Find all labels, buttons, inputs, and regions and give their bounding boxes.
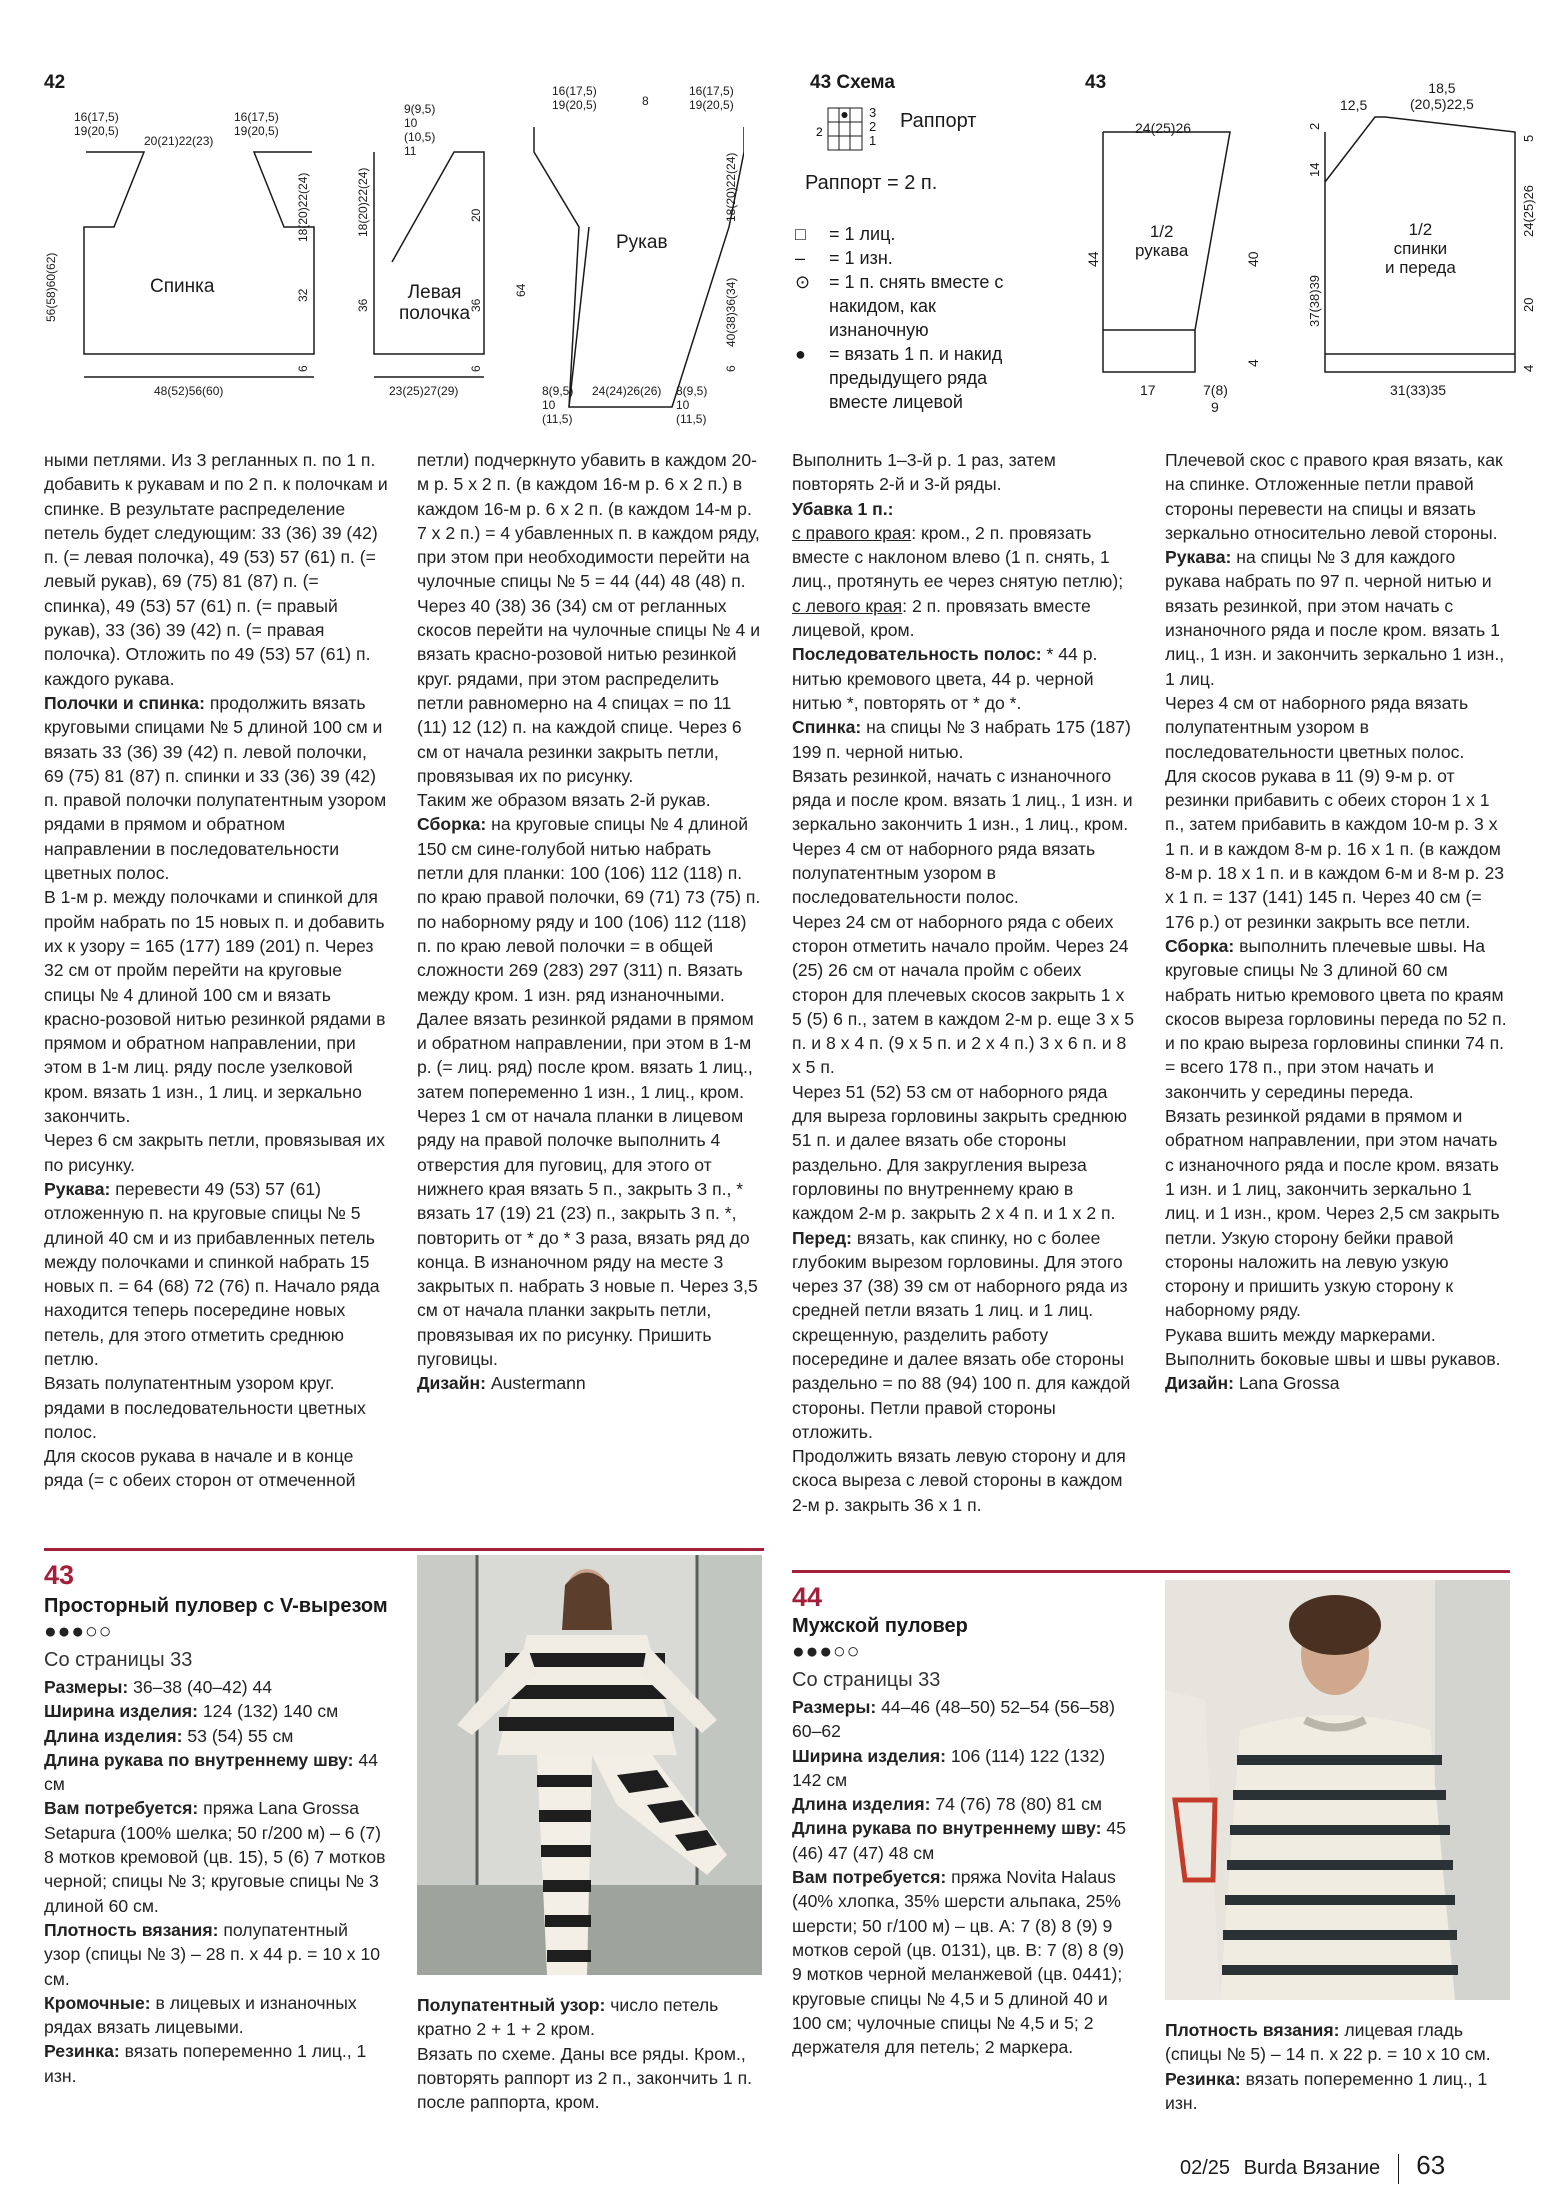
scheme-43-title: 43 Схема [810, 72, 895, 93]
paragraph: Плечевой скос с правого края вязать, как на спинке. Отложенные петли правой стороны перевести на спицы и вязать зеркально относительно левой стороны. [1165, 450, 1503, 543]
front-dim-bottom: 23(25)27(29) [389, 384, 459, 398]
paragraph: ными петлями. Из 3 регланных п. по 1 п. добавить к рукавам и по 2 п. к полочкам и спинке. В результате распределение петель будет следующим: 33 (36) 39 (42) п. (= левая полочка), 49 (53) 57 (61) п. (= левый рукав), 69 (75) 81 (87) п. (= спинка), 49 (53) 57 (61) п. (= правый рукав), 33 (36) 39 (42) п. (= правая полочка). Отложить по 49 (53) 57 (61) п. каждого рукава. [44, 450, 388, 689]
spec-row: Плотность вязания: лицевая гладь (спицы № 5) – 14 п. х 22 р. = 10 х 10 см. [1165, 2020, 1491, 2065]
spec-row: Длина изделия: 74 (76) 78 (80) 81 см [792, 1794, 1102, 1815]
model-43-title: Просторный пуловер с V-вырезом [44, 1595, 388, 1617]
model-43-from-page: Со страницы 33 [44, 1649, 193, 1671]
d43-sleeve-dim-bottom: 17 [1140, 382, 1156, 398]
d43-body-dim-left-bot: 37(38)39 [1307, 274, 1322, 327]
paragraph: Сборка: выполнить плечевые швы. На круговые спицы № 3 длиной 60 см набрать нитью кремового цвета по краям скосов выреза горловины переда по 52 п. и по краю выреза горловины спинки 74 п. = всего 178 п., при этом начать и закончить у середины переда. [1165, 935, 1507, 1102]
spec-row: Вам потребуется: пряжа Lana Grossa Setapura (100% шелка; 50 г/200 м) – 6 (7) 8 мотков кремовой (цв. 15), 5 (6) 7 мотков черной; спицы № 3; круговые спицы № 3 длиной 60 см. [44, 1798, 386, 1916]
paragraph: В 1-м р. между полочками и спинкой для пройм набрать по 15 новых п. и добавить их к узору = 165 (177) 189 (201) п. Через 32 см от пройм перейти на круговые спицы № 4 длиной 100 см и вязать красно-розовой нитью резинкой рядами в прямом и обратном направлении, при этом в 1-м лиц. ряду после узелковой кром. вязать 1 изн., 1 лиц. и зеркально закончить. [44, 887, 386, 1127]
sleeve-dims-bottom-left: 8(9,5) 10 (11,5) [542, 384, 574, 426]
text-column-3 [792, 448, 1137, 1517]
front-dim-right-mid: 36 [469, 298, 483, 312]
d43-sleeve-dim-top: 24(25)26 [1135, 120, 1192, 136]
paragraph: с левого края: 2 п. провязать вместе лицевой, кром. [792, 595, 1091, 641]
scheme-row-numbers: 3 2 1 [869, 105, 877, 148]
d43-sleeve-dim-right: 40 [1245, 251, 1261, 267]
paragraph: Рукава вшить между маркерами. Выполнить боковые швы и швы рукавов. [1165, 1324, 1501, 1369]
spec-row: Кромочные: в лицевых и изнаночных рядах вязать лицевыми. [44, 1992, 357, 2038]
paragraph: Вязать по схеме. Даны все ряды. Кром., повторять раппорт из 2 п., закончить 1 п. после раппорта, кром. [417, 2043, 752, 2113]
paragraph: Перед: вязать, как спинку, но с более глубоким вырезом горловины. Для этого через 37 (38) 39 см от наборного ряда из средней петли вязать 1 лиц. и 1 лиц. скрещенную, разделить работу посередине и далее вязать обе стороны раздельно = по 88 (94) 100 п. для каждой стороны. Петли правой стороны отложить. [792, 1227, 1131, 1442]
d43-body-dim-top-left: 12,5 [1340, 97, 1368, 113]
model-44-number: 44 [792, 1582, 823, 1612]
paragraph: Через 40 (38) 36 (34) см от регланных скосов перейти на чулочные спицы № 4 и вязать красно-розовой нитью резинкой круг. рядами, при этом распределить петли равномерно на 4 спицах = по 11 (11) 12 (12) п. на каждой спице. Через 6 см от начала резинки закрыть петли, провязывая их по рисунку. [417, 595, 761, 786]
front-dim-left-top: 18(20)22(24) [356, 167, 370, 237]
d43-body-dim-top: 18,5 (20,5)22,5 [1410, 80, 1474, 112]
paragraph: Дизайн: Lana Grossa [1165, 1373, 1340, 1394]
sleeve-dim-right-bot: 6 [724, 365, 738, 372]
spec-row: Плотность вязания: полупатентный узор (спицы № 3) – 28 п. х 44 р. = 10 х 10 см. [44, 1919, 381, 1989]
paragraph: Вязать резинкой, начать с изнаночного ряда и после кром. вязать 1 лиц., 1 изн. и зеркально закончить 1 изн., 1 лиц., кром. Через 4 см от наборного ряда вязать полупатентным узором в последовательности полос. [792, 765, 1133, 908]
back-dim-right-top: 18(20)22(24) [296, 172, 310, 242]
back-dim-top-left: 16(17,5) 19(20,5) [74, 110, 119, 138]
sleeve-dim-top-right: 16(17,5) 19(20,5) [689, 84, 734, 112]
back-dim-top-right: 16(17,5) 19(20,5) [234, 110, 279, 138]
diagram-43-label: 43 [1085, 72, 1107, 93]
diagram-42 [44, 72, 744, 432]
spec-row: Резинка: вязать попеременно 1 лиц., 1 изн. [44, 2041, 367, 2086]
section-divider-44 [792, 1570, 1510, 1573]
scheme-43 [795, 72, 1075, 412]
sleeve-dim-bottom-mid: 24(24)26(26) [592, 384, 662, 398]
d43-body-dim-right-bot: 4 [1521, 364, 1536, 372]
model-43-photo [417, 1555, 762, 1975]
paragraph: Через 4 см от наборного ряда вязать полупатентным узором в последовательности цветных полос. [1165, 692, 1469, 762]
front-dim-right-top: 20 [469, 208, 483, 222]
back-dim-right-bot: 6 [296, 365, 310, 372]
model-44-info [792, 1582, 1137, 2059]
difficulty-rating: ●●●○○ [44, 1620, 113, 1643]
paragraph: Продолжить вязать левую сторону и для скоса выреза с левой стороны в каждом 2-м р. закрыть 36 х 1 п. [792, 1446, 1126, 1515]
front-dims-top: 9(9,5) 10 (10,5) 11 [404, 102, 436, 158]
diagram-43 [1085, 72, 1536, 432]
page-number: 63 [1416, 2150, 1446, 2180]
paragraph: Рукава: перевести 49 (53) 57 (61) отложенную п. на круговые спицы № 5 длиной 40 см и из прибавленных петель между полочками и спинкой набрать 15 новых п. = 64 (68) 72 (76) п. Начало ряда находится теперь посередине новых петель, для этого отметить среднюю петлю. [44, 1178, 380, 1369]
paragraph: Вязать полупатентным узором круг. рядами в последовательности цветных полос. [44, 1373, 366, 1442]
text-column-4 [1165, 448, 1510, 1396]
footer-divider [1398, 2154, 1399, 2184]
paragraph: Последовательность полос: * 44 р. нитью кремового цвета, 44 р. черной нитью *, повторять от * до *. [792, 644, 1098, 713]
back-dim-bottom: 48(52)56(60) [154, 384, 224, 398]
d43-body-dim-left-top: 2 [1307, 122, 1322, 130]
d43-sleeve-title: 1/2 рукава [1135, 222, 1189, 260]
text-column-1 [44, 448, 389, 1493]
spec-row: Ширина изделия: 106 (114) 122 (132) 142 см [792, 1745, 1106, 1790]
issue-number: 02/25 [1180, 2157, 1231, 2179]
spec-row: Резинка: вязать попеременно 1 лиц., 1 изн. [1165, 2068, 1488, 2113]
model-44-extra [1165, 2018, 1510, 2115]
paragraph: Через 6 см закрыть петли, провязывая их по рисунку. [44, 1130, 385, 1175]
footer [1180, 2150, 1445, 2184]
paragraph: с правого края: кром., 2 п. провязать вместе с наклоном влево (1 п. снять, 1 лиц., протянуть ее через снятую петлю); [792, 522, 1124, 592]
spec-row: Длина изделия: 53 (54) 55 см [44, 1725, 294, 1746]
text-column-2 [417, 448, 762, 1396]
paragraph: Полупатентный узор: число петель кратно 2 + 1 + 2 кром. [417, 1995, 719, 2040]
back-dim-top-mid: 20(21)22(23) [144, 134, 214, 148]
sleeve-dim-top-left: 16(17,5) 19(20,5) [552, 84, 597, 112]
scheme-grid [810, 106, 870, 156]
d43-body-dim-bottom: 31(33)35 [1390, 382, 1447, 398]
paragraph: Через 51 (52) 53 см от наборного ряда для выреза горловины закрыть среднюю 51 п. и далее вязать обе стороны раздельно. Для закругления выреза горловины по внутреннему краю в каждом 2-м р. закрыть 2 х 4 п. и 1 х 2 п. [792, 1081, 1127, 1224]
paragraph: Дизайн: Austermann [417, 1373, 586, 1394]
sleeve-title: Рукав [616, 232, 668, 253]
sleeve-dim-top-mid: 8 [642, 94, 649, 108]
sleeve-dim-right-top: 18(20)22(24) [724, 152, 738, 222]
section-divider-43 [44, 1548, 764, 1551]
d43-body-dim-left-mid: 14 [1307, 162, 1322, 177]
magazine-name: Burda Вязание [1243, 2157, 1381, 2179]
d43-sleeve-dim-left: 44 [1085, 251, 1101, 267]
model-43-info [44, 1560, 389, 2088]
front-title: Левая полочка [399, 282, 471, 324]
paragraph: Полочки и спинка: продолжить вязать круговыми спицами № 5 длиной 100 см и вязать 33 (36) 39 (42) п. левой полочки, 69 (75) 81 (87) п. спинки и 33 (36) 39 (42) п. правой полочки полупатентным узором рядами в прямом и обратном направлении в последовательности цветных полос. [44, 692, 387, 884]
d43-body-dim-right-mid: 24(25)26 [1521, 184, 1536, 237]
model-43-number: 43 [44, 1560, 75, 1590]
model-43-photo-illustration [417, 1555, 762, 1975]
paragraph: Таким же образом вязать 2-й рукав. [417, 790, 711, 811]
difficulty-rating: ●●●○○ [792, 1640, 861, 1663]
scheme-rapport-eq: Раппорт = 2 п. [805, 172, 938, 194]
paragraph: петли) подчеркнуто убавить в каждом 20-м р. 5 х 2 п. (в каждом 16-м р. 6 х 2 п.) в каждом 16-м р. 6 х 2 п. (в каждом 14-м р. 7 х 2 п.) = 4 убавленных п. в каждом ряду, при этом при необходимости перейти на чулочные спицы № 5 = 44 (44) 48 (48) п. [417, 450, 760, 592]
back-title: Спинка [150, 276, 215, 297]
paragraph: Спинка: на спицы № 3 набрать 175 (187) 199 п. черной нитью. [792, 717, 1131, 762]
spec-row: Размеры: 36–38 (40–42) 44 [44, 1677, 273, 1697]
d43-body-dim-right-low: 20 [1521, 297, 1536, 312]
svg-text:2: 2 [816, 125, 823, 139]
d43-sleeve-dim-right-bot: 4 [1245, 359, 1261, 367]
d43-sleeve-dim-bottom-right: 7(8) 9 [1203, 382, 1228, 415]
paragraph: Далее вязать резинкой рядами в прямом и обратном направлении, при этом в 1-м р. (= лиц. ряд) после кром. вязать 1 лиц., затем попеременно 1 изн., 1 лиц., кром. Через 1 см от начала планки в лицевом ряду на правой полочке выполнить 4 отверстия для пуговиц, для этого от нижнего края вязать 5 п., закрыть 3 п., * вязать 17 (19) 21 (23) п., закрыть 3 п. *, повторить от * до * 3 раза, вязать ряд до конца. В изнаночном ряду на месте 3 закрытых п. набрать 3 новые п. Через 3,5 см от начала планки закрыть петли, провязывая их по рисунку. Пришить пуговицы. [417, 1008, 758, 1369]
d43-body-title: 1/2 спинки и переда [1385, 220, 1456, 277]
back-dim-right-mid: 32 [296, 288, 310, 302]
paragraph: Для скосов рукава в начале и в конце ряда (= с обеих сторон от отмеченной [44, 1446, 356, 1491]
spec-row: Ширина изделия: 124 (132) 140 см [44, 1701, 339, 1722]
scheme-legend: □ = 1 лиц. – = 1 изн. ⊙ = 1 п. снять вместе с накидом, как изнаночную ● = вязать 1 п. и накид предыдущего ряда вместе лицевой [795, 224, 1004, 412]
paragraph: Убавка 1 п.: [792, 498, 894, 519]
sleeve-dims-bottom-right: 8(9,5) 10 (11,5) [676, 384, 708, 426]
spec-row: Вам потребуется: пряжа Novita Halaus (40% хлопка, 35% шерсти альпака, 25% шерсти; 50 г/100 м) – цв. A: 7 (8) 8 (9) 9 мотков серой (цв. 0131), цв. B: 7 (8) 8 (9) 9 мотков черной меланжевой (цв. 0441); круговые спицы № 4,5 и 5 длиной 40 и 100 см; чулочные спицы № 4,5 и 5; 2 держателя для петель; 2 маркера. [792, 1867, 1125, 2058]
spec-row: Размеры: 44–46 (48–50) 52–54 (56–58) 60–62 [792, 1697, 1115, 1742]
model-44-photo [1165, 1580, 1510, 2000]
paragraph: Через 24 см от наборного ряда с обеих сторон отметить начало пройм. Через 24 (25) 26 см от начала пройм с обеих сторон для плечевых скосов закрыть 1 х 5 (5) 6 п., затем в каждом 2-м р. еще 3 х 5 п. и 8 х 4 п. (9 х 5 п. и 2 х 4 п.) 3 х 6 п. и 8 х 5 п. [792, 911, 1134, 1078]
sleeve-dim-left: 64 [514, 283, 528, 297]
paragraph: Сборка: на круговые спицы № 4 длиной 150 см сине-голубой нитью набрать петли для планки: 100 (106) 112 (118) п. по краю правой полочки, 69 (71) 73 (75) п. по наборному ряду и 100 (106) 112 (118) п. по краю левой полочки = в общей сложности 269 (283) 297 (311) п. Вязать между кром. 1 изн. ряд изнаночными. [417, 814, 761, 1005]
front-dim-right-bot: 6 [469, 365, 483, 372]
front-dim-left-mid: 36 [356, 298, 370, 312]
back-dim-left: 56(58)60(62) [44, 252, 58, 322]
model-44-title: Мужской пуловер [792, 1615, 968, 1637]
diagram-42-label: 42 [44, 72, 66, 93]
sleeve-dim-right-mid: 40(38)36(34) [724, 277, 738, 347]
paragraph: Вязать резинкой рядами в прямом и обратном направлении, при этом начать с изнаночного ряда и после кром. вязать 1 изн. и 1 лиц, закончить зеркально 1 лиц. и 1 изн., кром. Через 2,5 см закрыть петли. Узкую сторону бейки правой стороны наложить на левую узкую сторону и пришить узкую сторону к наборному ряду. [1165, 1106, 1500, 1321]
pattern-description [417, 1993, 762, 2114]
d43-body-dim-right-top: 5 [1521, 134, 1536, 142]
scheme-rapport-label: Раппорт [900, 110, 977, 132]
paragraph: Выполнить 1–3-й р. 1 раз, затем повторять 2-й и 3-й ряды. [792, 450, 1056, 495]
spec-row: Длина рукава по внутреннему шву: 45 (46) 47 (47) 48 см [792, 1818, 1127, 1863]
paragraph: Рукава: на спицы № 3 для каждого рукава набрать по 97 п. черной нитью и вязать резинкой, при этом начать с изнаночного ряда и после кром. вязать 1 лиц., 1 изн. и закончить зеркально 1 изн., 1 лиц. [1165, 547, 1505, 689]
paragraph: Для скосов рукава в 11 (9) 9-м р. от резинки прибавить с обеих сторон 1 х 1 п., затем прибавить в каждом 10-м р. 3 х 1 п. и в каждом 8-м р. 16 х 1 п. (в каждом 8-м р. 18 х 1 п. и в каждом 6-м и 8-м р. 23 х 1 п. = 137 (141) 145 п. Через 40 см (= 176 р.) от резинки закрыть все петли. [1165, 765, 1505, 932]
model-44-photo-illustration [1165, 1580, 1510, 2000]
spec-row: Длина рукава по внутреннему шву: 44 см [44, 1749, 379, 1795]
model-44-from-page: Со страницы 33 [792, 1669, 941, 1691]
